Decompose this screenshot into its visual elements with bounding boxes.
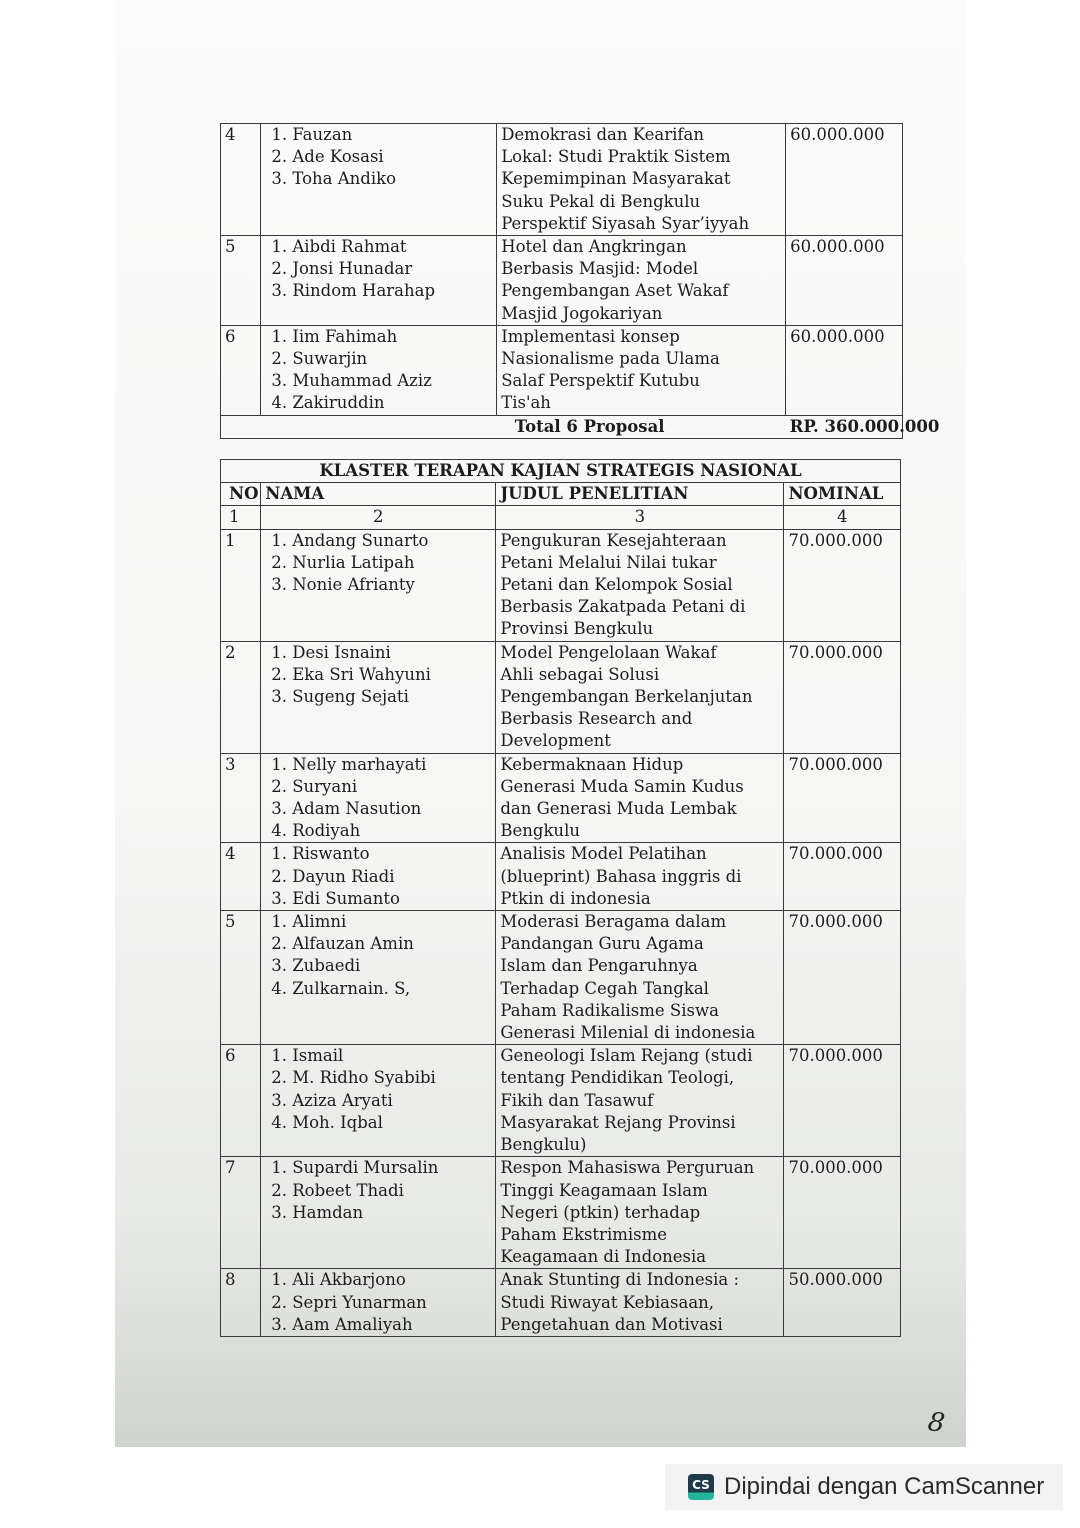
researcher-list: [265, 530, 491, 597]
researcher-name: 1. Riswanto: [271, 844, 370, 864]
research-title-line: Pandangan Guru Agama: [500, 934, 704, 954]
researcher-name: 2. M. Ridho Syabibi: [271, 1068, 436, 1088]
table-row: [221, 1269, 901, 1337]
camscanner-logo-icon: CS: [688, 1474, 714, 1500]
camscanner-text: Dipindai dengan CamScanner: [724, 1473, 1045, 1500]
research-title-line: Nasionalisme pada Ulama: [501, 349, 720, 369]
table-row: [221, 124, 903, 236]
researcher-name: 2. Robeet Thadi: [271, 1180, 404, 1200]
researcher-name: 3. Edi Sumanto: [271, 888, 400, 908]
research-title-line: Geneologi Islam Rejang (studi: [500, 1046, 753, 1066]
researcher-name: 1. Supardi Mursalin: [271, 1158, 439, 1178]
research-title-line: Provinsi Bengkulu: [500, 619, 654, 639]
research-title-line: Ptkin di indonesia: [500, 888, 651, 908]
research-title-line: Islam dan Pengaruhnya: [500, 956, 698, 976]
research-title-line: Demokrasi dan Kearifan: [501, 125, 704, 144]
research-title-line: Bengkulu): [500, 1135, 587, 1155]
column-index-cell: 2: [261, 506, 496, 529]
research-title: [496, 641, 784, 753]
header-judul: JUDUL PENELITIAN: [496, 483, 784, 506]
researcher-name: 3. Adam Nasution: [271, 799, 422, 819]
research-title-line: Pengetahuan dan Motivasi: [500, 1314, 723, 1334]
researcher-name: 3. Aam Amaliyah: [271, 1314, 413, 1334]
researcher-name: 1. Desi Isnaini: [271, 642, 391, 662]
researcher-names: [261, 236, 497, 326]
research-title-line: Moderasi Beragama dalam: [500, 912, 727, 932]
research-title-line: Generasi Muda Samin Kudus: [500, 776, 744, 796]
researcher-name: 2. Alfauzan Amin: [271, 934, 414, 954]
row-number: 4: [221, 124, 261, 236]
researcher-name: 2. Nurlia Latipah: [271, 552, 415, 572]
research-title-line: Negeri (ptkin) terhadap: [500, 1202, 701, 1222]
row-number: 8: [221, 1269, 261, 1337]
researcher-names: [261, 1045, 496, 1157]
nominal-amount: 70.000.000: [784, 529, 901, 641]
researcher-name: 2. Sepri Yunarman: [271, 1292, 427, 1312]
nominal-amount: 70.000.000: [784, 843, 901, 911]
research-title-line: Perspektif Siyasah Syar’iyyah: [501, 213, 750, 233]
research-title-line: Berbasis Research and: [500, 709, 693, 729]
table-row: [221, 753, 901, 843]
researcher-name: 3. Toha Andiko: [271, 169, 397, 189]
research-title-line: dan Generasi Muda Lembak: [500, 799, 737, 819]
researcher-name: 1. Alimni: [271, 912, 347, 932]
column-index-cell: 4: [784, 506, 901, 529]
researcher-names: [261, 911, 496, 1045]
nominal-amount: 60.000.000: [786, 124, 903, 236]
table-row: [221, 843, 901, 911]
research-title-line: Hotel dan Angkringan: [501, 237, 687, 257]
research-title: [497, 325, 786, 415]
researcher-list: [265, 1269, 491, 1336]
researcher-name: 3. Zubaedi: [271, 956, 361, 976]
research-title-line: Paham Radikalisme Siswa: [500, 1000, 719, 1020]
research-title-line: Bengkulu: [500, 821, 580, 841]
researcher-name: 2. Suwarjin: [271, 349, 368, 369]
research-title: [496, 529, 784, 641]
research-title-line: (blueprint) Bahasa inggris di: [500, 866, 742, 886]
table-row: [221, 1045, 901, 1157]
table-row: [221, 1157, 901, 1269]
nominal-amount: 60.000.000: [786, 236, 903, 326]
researcher-name: 1. Iim Fahimah: [271, 326, 398, 346]
research-title-line: Generasi Milenial di indonesia: [500, 1023, 756, 1043]
cluster-title-row: [221, 460, 901, 483]
researcher-list: [265, 1045, 491, 1134]
research-title-line: Implementasi konsep: [501, 326, 680, 346]
table-row: [221, 325, 903, 415]
researcher-names: [261, 641, 496, 753]
nominal-amount: 60.000.000: [786, 325, 903, 415]
research-title-line: Petani dan Kelompok Sosial: [500, 575, 733, 595]
researcher-list: [265, 911, 491, 1000]
table-row: [221, 641, 901, 753]
research-title-line: Development: [500, 731, 611, 751]
row-number: 2: [221, 641, 261, 753]
nominal-amount: 70.000.000: [784, 1157, 901, 1269]
researcher-list: [265, 326, 492, 415]
research-title-line: Model Pengelolaan Wakaf: [500, 642, 717, 662]
research-title-line: Petani Melalui Nilai tukar: [500, 552, 717, 572]
header-no: NO: [221, 483, 261, 506]
research-title-line: Kepemimpinan Masyarakat: [501, 169, 731, 189]
research-title: [496, 1045, 784, 1157]
researcher-name: 3. Rindom Harahap: [271, 281, 436, 301]
research-title: [497, 236, 786, 326]
researcher-names: [261, 843, 496, 911]
header-nama: NAMA: [261, 483, 496, 506]
research-title: [496, 753, 784, 843]
cluster-table-body: [221, 529, 901, 1336]
research-title-line: Fikih dan Tasawuf: [500, 1090, 654, 1110]
column-index-cell: 1: [221, 506, 261, 529]
research-title-line: tentang Pendidikan Teologi,: [500, 1068, 735, 1088]
research-title-line: Kebermaknaan Hidup: [500, 754, 684, 774]
camscanner-watermark: [665, 1464, 1063, 1510]
total-label: Total 6 Proposal: [497, 415, 786, 438]
researcher-list: [265, 236, 492, 303]
nominal-amount: 70.000.000: [784, 753, 901, 843]
row-number: 5: [221, 911, 261, 1045]
table-row: [221, 911, 901, 1045]
research-title-line: Respon Mahasiswa Perguruan: [500, 1158, 755, 1178]
cluster-title: KLASTER TERAPAN KAJIAN STRATEGIS NASIONAL: [221, 460, 901, 483]
researcher-name: 1. Fauzan: [271, 125, 353, 144]
research-title-line: Studi Riwayat Kebiasaan,: [500, 1292, 715, 1312]
total-empty-cell: [221, 415, 497, 438]
researcher-name: 3. Aziza Aryati: [271, 1090, 393, 1110]
researcher-list: [265, 642, 491, 709]
research-title-line: Ahli sebagai Solusi: [500, 664, 660, 684]
row-number: 7: [221, 1157, 261, 1269]
row-number: 6: [221, 1045, 261, 1157]
total-value: RP. 360.000.000: [786, 415, 903, 438]
research-title: [496, 1157, 784, 1269]
researcher-name: 4. Zulkarnain. S,: [271, 978, 411, 998]
research-title-line: Berbasis Zakatpada Petani di: [500, 597, 746, 617]
table-row: [221, 529, 901, 641]
nominal-amount: 70.000.000: [784, 911, 901, 1045]
row-number: 6: [221, 325, 261, 415]
table-row: [221, 236, 903, 326]
researcher-name: 2. Jonsi Hunadar: [271, 259, 413, 279]
researcher-name: 2. Eka Sri Wahyuni: [271, 664, 431, 684]
row-number: 1: [221, 529, 261, 641]
header-nominal: NOMINAL: [784, 483, 901, 506]
researcher-name: 2. Dayun Riadi: [271, 866, 395, 886]
research-title-line: Terhadap Cegah Tangkal: [500, 978, 709, 998]
researcher-name: 4. Zakiruddin: [271, 393, 385, 413]
research-title: [497, 124, 786, 236]
nominal-amount: 50.000.000: [784, 1269, 901, 1337]
research-title-line: Tis'ah: [501, 393, 551, 413]
research-title: [496, 911, 784, 1045]
research-title-line: Masyarakat Rejang Provinsi: [500, 1112, 736, 1132]
researcher-name: 3. Muhammad Aziz: [271, 371, 432, 391]
research-title-line: Tinggi Keagamaan Islam: [500, 1180, 708, 1200]
research-title-line: Keagamaan di Indonesia: [500, 1247, 707, 1267]
researcher-list: [265, 1157, 491, 1224]
researcher-name: 1. Ali Akbarjono: [271, 1270, 406, 1290]
researcher-names: [261, 325, 497, 415]
researcher-names: [261, 1157, 496, 1269]
researcher-name: 4. Moh. Iqbal: [271, 1112, 383, 1132]
research-title-line: Pengukuran Kesejahteraan: [500, 530, 727, 550]
researcher-name: 3. Hamdan: [271, 1202, 364, 1222]
research-title-line: Anak Stunting di Indonesia :: [500, 1270, 740, 1290]
proposal-table-body: [221, 124, 903, 416]
research-title-line: Suku Pekal di Bengkulu: [501, 191, 701, 211]
nominal-amount: 70.000.000: [784, 1045, 901, 1157]
researcher-names: [261, 1269, 496, 1337]
researcher-name: 3. Sugeng Sejati: [271, 687, 409, 707]
total-row: [221, 415, 903, 438]
research-title-line: Masjid Jogokariyan: [501, 303, 663, 323]
researcher-name: 2. Suryani: [271, 776, 358, 796]
row-number: 4: [221, 843, 261, 911]
researcher-name: 1. Ismail: [271, 1046, 344, 1066]
researcher-name: 4. Rodiyah: [271, 821, 361, 841]
research-title-line: Salaf Perspektif Kutubu: [501, 371, 700, 391]
researcher-list: [265, 124, 492, 191]
researcher-name: 1. Nelly marhayati: [271, 754, 427, 774]
researcher-names: [261, 124, 497, 236]
researcher-names: [261, 753, 496, 843]
row-number: 5: [221, 236, 261, 326]
researcher-name: 1. Aibdi Rahmat: [271, 237, 407, 257]
researcher-list: [265, 754, 491, 843]
research-title-line: Paham Ekstrimisme: [500, 1224, 668, 1244]
researcher-list: [265, 843, 491, 910]
cluster-table: [220, 459, 901, 1337]
researcher-name: 3. Nonie Afrianty: [271, 575, 415, 595]
research-title-line: Pengembangan Aset Wakaf: [501, 281, 729, 301]
column-index-cell: 3: [496, 506, 784, 529]
researcher-name: 1. Andang Sunarto: [271, 530, 429, 550]
research-title: [496, 1269, 784, 1337]
page-number: 8: [925, 1406, 947, 1440]
research-title-line: Berbasis Masjid: Model: [501, 259, 699, 279]
nominal-amount: 70.000.000: [784, 641, 901, 753]
research-title-line: Pengembangan Berkelanjutan: [500, 687, 753, 707]
research-title-line: Analisis Model Pelatihan: [500, 844, 707, 864]
row-number: 3: [221, 753, 261, 843]
researcher-name: 2. Ade Kosasi: [271, 147, 384, 167]
header-row: [221, 483, 901, 506]
research-title-line: Lokal: Studi Praktik Sistem: [501, 147, 731, 167]
proposal-table-continued: [220, 123, 940, 439]
column-index-row: [221, 506, 901, 529]
researcher-names: [261, 529, 496, 641]
research-title: [496, 843, 784, 911]
